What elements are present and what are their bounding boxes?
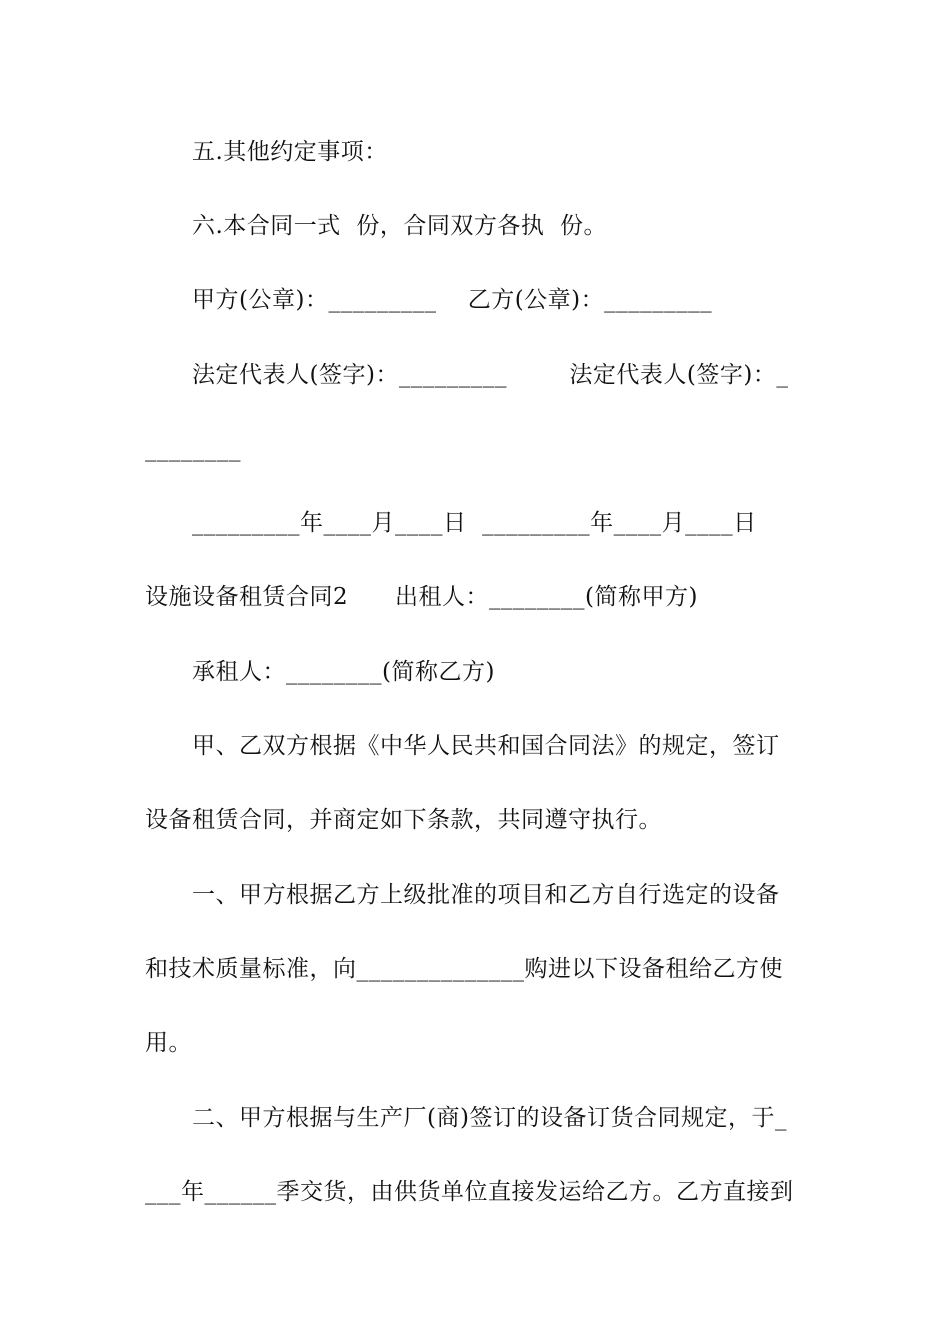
clause-six-copies: 六.本合同一式 份，合同双方各执 份。 (192, 213, 608, 239)
contract-title-lessor-line: 设施设备租赁合同2 出租人：________(简称甲方) (145, 584, 698, 610)
clause-two-line-2: ___年______季交货，由供货单位直接发运给乙方。乙方直接到 (145, 1179, 794, 1205)
signature-blank-continuation: ________ (145, 436, 241, 462)
seal-line: 甲方(公章)：_________ 乙方(公章)：_________ (192, 287, 713, 313)
clause-one-line-2: 和技术质量标准，向______________购进以下设备租给乙方使 (145, 956, 783, 982)
date-line: _________年____月____日 _________年____月____日 (192, 510, 757, 536)
clause-one-line-1: 一、甲方根据乙方上级批准的项目和乙方自行选定的设备 (192, 882, 780, 908)
lessee-line: 承租人：________(简称乙方) (192, 659, 495, 685)
intro-paragraph-line-1: 甲、乙双方根据《中华人民共和国合同法》的规定，签订 (192, 733, 780, 759)
legal-representative-line: 法定代表人(签字)：_________ 法定代表人(签字)：_ (192, 362, 789, 388)
intro-paragraph-line-2: 设备租赁合同，并商定如下条款，共同遵守执行。 (145, 807, 662, 833)
clause-two-line-1: 二、甲方根据与生产厂(商)签订的设备订货合同规定，于_ (192, 1105, 787, 1131)
clause-one-line-3: 用。 (145, 1030, 192, 1056)
clause-five-other-matters: 五.其他约定事项： (192, 139, 388, 165)
